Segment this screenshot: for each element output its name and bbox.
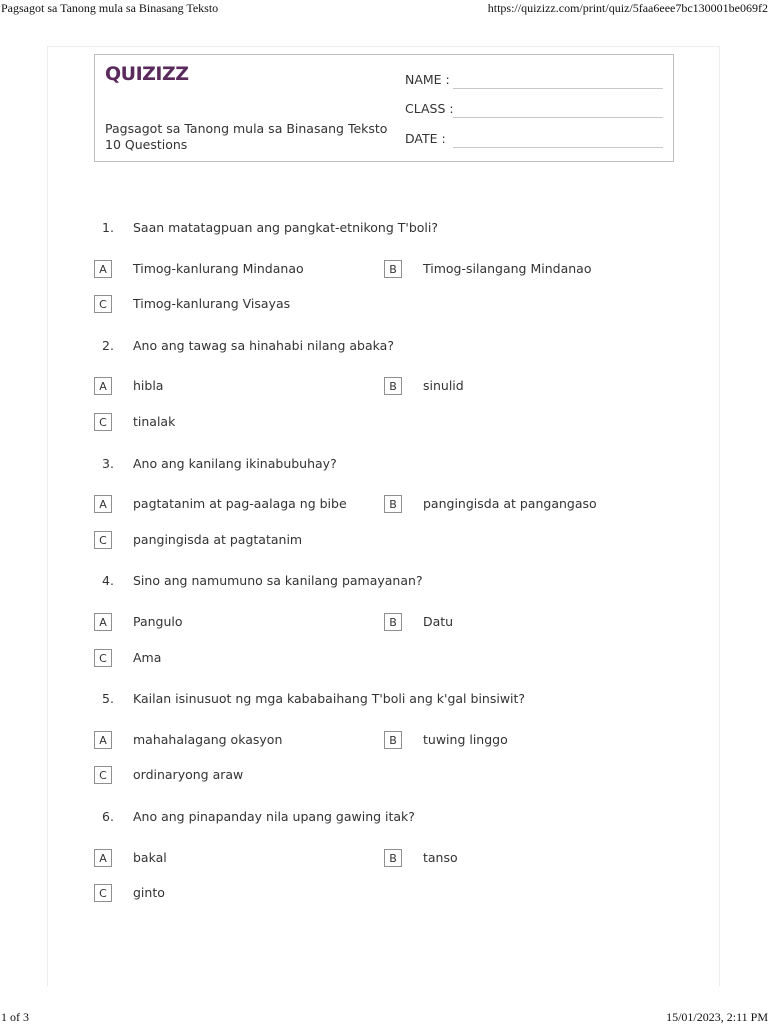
option-letter-box: C — [94, 884, 112, 902]
option-text: tinalak — [133, 414, 176, 429]
question-text: Sino ang namumuno sa kanilang pamayanan? — [133, 573, 423, 588]
name-label: NAME : — [405, 72, 450, 87]
option-letter-box: C — [94, 531, 112, 549]
question-text: Saan matatagpuan ang pangkat-etnikong T'boli? — [133, 220, 438, 235]
option-letter-box: B — [384, 731, 402, 749]
question-text: Ano ang kanilang ikinabubuhay? — [133, 456, 337, 471]
option-letter-box: A — [94, 613, 112, 631]
class-label: CLASS : — [405, 101, 454, 116]
option-text: tuwing linggo — [423, 732, 508, 747]
question-number: 1. — [102, 220, 114, 235]
option-letter-box: A — [94, 849, 112, 867]
option-text: Timog-kanlurang Mindanao — [133, 261, 304, 276]
option-letter-box: B — [384, 495, 402, 513]
option-text: hibla — [133, 378, 164, 393]
option-text: Datu — [423, 614, 454, 629]
question-3 — [94, 456, 674, 476]
name-field — [405, 69, 663, 89]
date-field — [405, 128, 663, 148]
date-label: DATE : — [405, 131, 446, 146]
quizizz-logo: QUIZIZZ — [105, 63, 189, 85]
question-number: 3. — [102, 456, 114, 471]
option-text: ginto — [133, 885, 165, 900]
option-text: Timog-kanlurang Visayas — [133, 296, 291, 311]
date-line — [453, 147, 663, 148]
question-text: Ano ang tawag sa hinahabi nilang abaka? — [133, 338, 394, 353]
question-text: Ano ang pinapanday nila upang gawing itak? — [133, 809, 415, 824]
page-sheet — [47, 46, 720, 986]
option-letter-box: B — [384, 849, 402, 867]
question-count: 10 Questions — [105, 137, 188, 152]
option-letter-box: B — [384, 260, 402, 278]
question-number: 5. — [102, 691, 114, 706]
option-letter-box: C — [94, 649, 112, 667]
name-line — [453, 88, 663, 89]
option-text: Timog-silangang Mindanao — [423, 261, 592, 276]
question-number: 4. — [102, 573, 114, 588]
option-text: Pangulo — [133, 614, 183, 629]
option-letter-box: C — [94, 413, 112, 431]
option-letter-box: C — [94, 766, 112, 784]
print-timestamp: 15/01/2023, 2:11 PM — [666, 1010, 768, 1024]
class-line — [453, 117, 663, 118]
class-field — [405, 98, 663, 118]
option-text: sinulid — [423, 378, 464, 393]
option-letter-box: A — [94, 377, 112, 395]
option-text: pangingisda at pangangaso — [423, 496, 597, 511]
option-text: Ama — [133, 650, 162, 665]
option-letter-box: C — [94, 295, 112, 313]
option-text: tanso — [423, 850, 458, 865]
question-5 — [94, 691, 674, 711]
option-letter-box: A — [94, 495, 112, 513]
page-indicator: 1 of 3 — [1, 1010, 29, 1024]
option-letter-box: A — [94, 731, 112, 749]
question-1 — [94, 220, 674, 240]
option-letter-box: B — [384, 377, 402, 395]
quiz-title: Pagsagot sa Tanong mula sa Binasang Teksto — [105, 121, 388, 136]
option-letter-box: B — [384, 613, 402, 631]
question-number: 2. — [102, 338, 114, 353]
question-text: Kailan isinusuot ng mga kababaihang T'boli ang k'gal binsiwit? — [133, 691, 526, 706]
option-text: ordinaryong araw — [133, 767, 244, 782]
option-text: mahahalagang okasyon — [133, 732, 283, 747]
print-header-title: Pagsagot sa Tanong mula sa Binasang Teksto — [1, 1, 219, 15]
option-text: pagtatanim at pag-aalaga ng bibe — [133, 496, 347, 511]
question-4 — [94, 573, 674, 593]
print-header-url[interactable]: https://quizizz.com/print/quiz/5faa6eee7bc130001be069f2 — [487, 1, 768, 15]
question-2 — [94, 338, 674, 358]
option-text: bakal — [133, 850, 167, 865]
print-header — [0, 1, 768, 17]
question-number: 6. — [102, 809, 114, 824]
quiz-header-box — [94, 54, 674, 162]
option-text: pangingisda at pagtatanim — [133, 532, 303, 547]
option-letter-box: A — [94, 260, 112, 278]
question-6 — [94, 809, 674, 829]
